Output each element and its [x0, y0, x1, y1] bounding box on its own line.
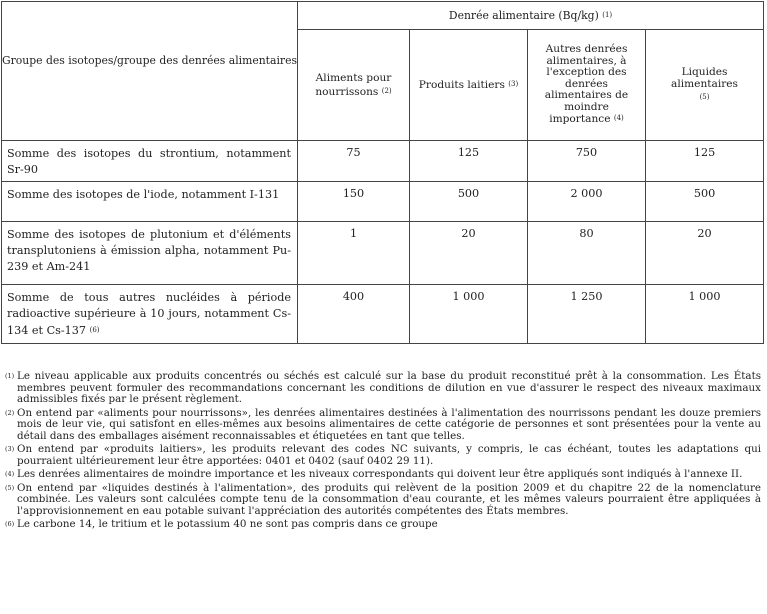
- header-isotope-group: [2, 2, 298, 141]
- table-cell: 20: [410, 222, 528, 285]
- table-row: [2, 182, 764, 222]
- table-cell: 125: [410, 141, 528, 182]
- row-label-iodine: Somme des isotopes de l'iode, notamment I-131: [2, 182, 298, 222]
- footnotes: [5, 371, 761, 533]
- footnote: $^{(4)}$ Les denrées alimentaires de moindre importance et les niveaux correspondants qui doivent leur être appliqués sont indiqués à l'annexe II.: [5, 468, 743, 480]
- table-header-row-1: [2, 2, 764, 30]
- header-column-other-foods: [528, 30, 646, 141]
- header-food-label: Denrée alimentaire (Bq/kg): [448, 9, 599, 22]
- header-food-category: [298, 2, 764, 30]
- row-label-other-nuclides: Somme de tous autres nucléides à période radioactive supérieure à 10 jours, notamment Cs-134 et Cs-137 $^{(6)}$: [2, 285, 298, 344]
- footnote: $^{(5)}$ On entend par «liquides destinés à l'alimentation», des produits qui relèvent de la position 2009 et du chapitre 22 de la nomenclature combinée. Les valeurs sont calculées compte tenu de la consommation d'eau courante, et les mêmes valeurs pourraient être appliquées à l'approvisionnement en eau potable suivant l'appréciation des autorités compétentes des États membres.: [5, 481, 761, 517]
- table-cell: 75: [298, 141, 410, 182]
- header-column-dairy: [410, 30, 528, 141]
- footnote: $^{(1)}$ Le niveau applicable aux produits concentrés ou séchés est calculé sur la base du produit reconstitué prêt à la consommation. Les États membres peuvent formuler des recommandations concernant les conditions de dilution en vue d'assurer le respect des niveaux maximaux admissibles fixés par le présent règlement.: [5, 370, 761, 405]
- header-isotope-group-label: Groupe des isotopes/groupe des denrées alimentaires: [2, 54, 298, 67]
- footnote-ref: (3): [508, 80, 519, 89]
- footnote-ref: (1): [602, 11, 613, 19]
- table-cell: 1 000: [410, 285, 528, 344]
- table-cell: 2 000: [528, 182, 646, 222]
- table-cell: 500: [410, 182, 528, 222]
- footnote-ref: (6): [89, 326, 100, 334]
- table-cell: 750: [528, 141, 646, 182]
- table-cell: 1 250: [528, 285, 646, 344]
- footnote: $^{(6)}$ Le carbone 14, le tritium et le potassium 40 ne sont pas compris dans ce groupe: [5, 518, 438, 530]
- column-label: Produits laitiers: [418, 79, 505, 92]
- radioactivity-limits-table: [1, 1, 764, 344]
- footnote-ref: (2): [381, 86, 392, 95]
- table-cell: 500: [646, 182, 764, 222]
- table-row: [2, 222, 764, 285]
- column-label: Autres denrées alimentaires, à l'exception des denrées alimentaires de moindre importance: [544, 42, 629, 126]
- row-label-plutonium: Somme des isotopes de plutonium et d'éléments transplutoniens à émission alpha, notamment Pu-239 et Am-241: [2, 222, 298, 285]
- header-column-infant-food: [298, 30, 410, 141]
- row-label-strontium: Somme des isotopes du strontium, notamment Sr-90: [2, 141, 298, 182]
- table-cell: 400: [298, 285, 410, 344]
- table-cell: 125: [646, 141, 764, 182]
- table-cell: 150: [298, 182, 410, 222]
- table-cell: 1 000: [646, 285, 764, 344]
- footnote: $^{(3)}$ On entend par «produits laitiers», les produits relevant des codes NC suivants, y compris, le cas échéant, toutes les adaptations qui pourraient ultérieurement leur être apportées: 0401 et 0402 (sauf 0402 29 11).: [5, 443, 761, 467]
- table-row: [2, 285, 764, 344]
- footnote-ref: (5): [699, 92, 710, 101]
- header-column-liquid-foods: [646, 30, 764, 141]
- table-cell: 80: [528, 222, 646, 285]
- table-cell: 1: [298, 222, 410, 285]
- column-label: Liquides alimentaires: [671, 65, 738, 91]
- footnote: $^{(2)}$ On entend par «aliments pour nourrissons», les denrées alimentaires destinées à l'alimentation des nourrissons pendant les douze premiers mois de leur vie, qui satisfont en elles-mêmes aux besoins alimentaires de cette catégorie de personnes et sont présentées pour la vente au détail dans des emballages aisément reconnaissables et étiquetées en tant que telles.: [5, 406, 761, 442]
- table-row: [2, 141, 764, 182]
- column-label: Aliments pour nourrissons: [315, 72, 392, 98]
- table-cell: 20: [646, 222, 764, 285]
- footnote-ref: (4): [613, 114, 624, 123]
